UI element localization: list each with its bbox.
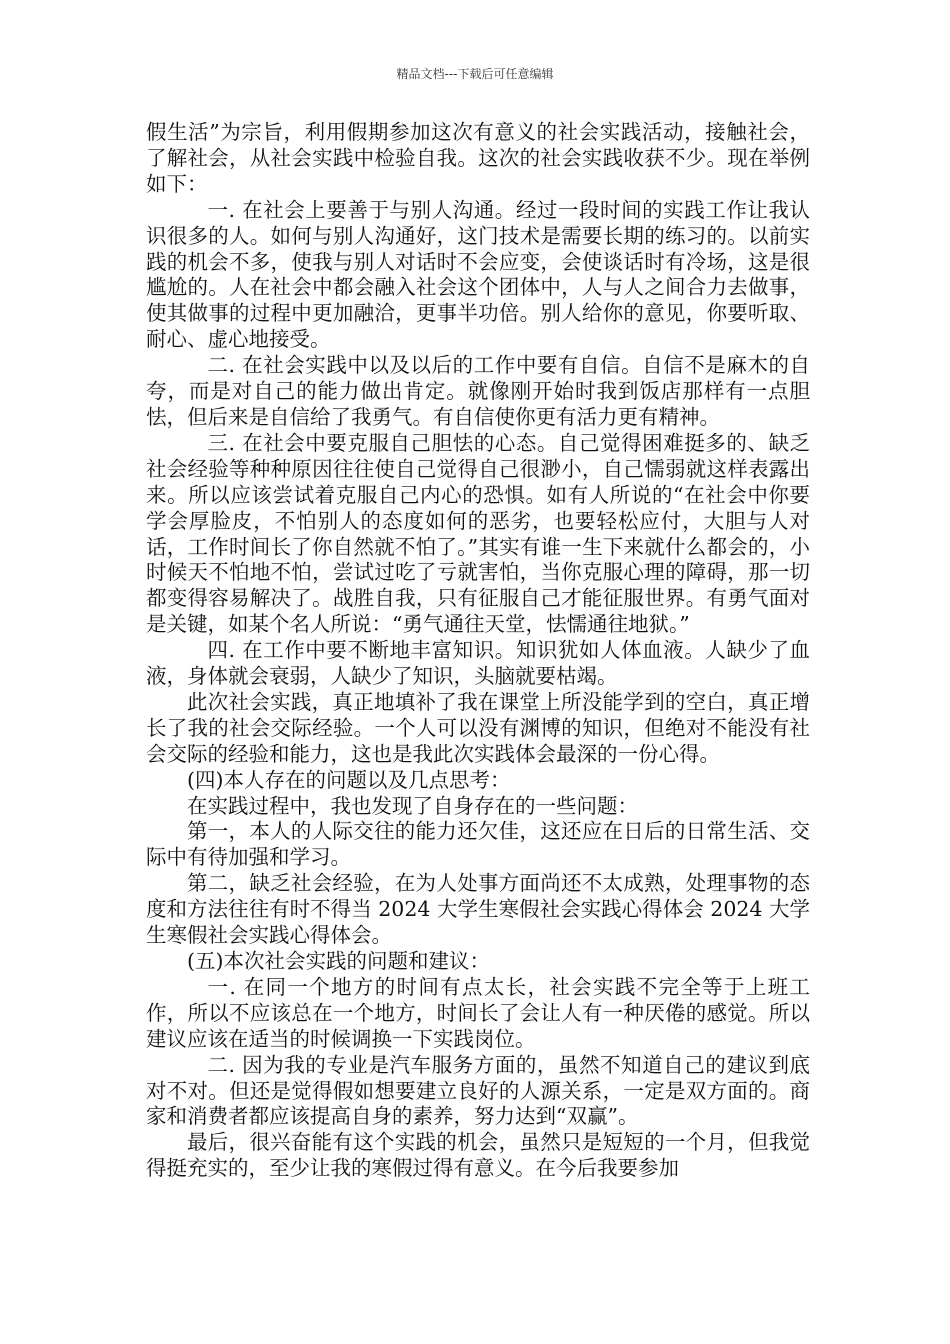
paragraph-suggestion-1: 一. 在同一个地方的时间有点太长，社会实践不完全等于上班工作，所以不应该总在一个地方，时间长了会让人有一种厌倦的感觉。所以建议应该在适当的时候调换一下实践岗位。 <box>146 974 810 1051</box>
document-body <box>146 120 810 1182</box>
paragraph-problem-2: 第二，缺乏社会经验，在为人处事方面尚还不太成熟，处理事物的态度和方法往往有时不得当 2024 大学生寒假社会实践心得体会 2024 大学生寒假社会实践心得体会。 <box>146 871 810 948</box>
paragraph-point-1: 一. 在社会上要善于与别人沟通。经过一段时间的实践工作让我认识很多的人。如何与别人沟通好，这门技术是需要长期的练习的。以前实践的机会不多，使我与别人对话时不会应变，会使谈话时有冷场，这是很尴尬的。人在社会中都会融入社会这个团体中，人与人之间合力去做事，使其做事的过程中更加融洽，更事半功倍。别人给你的意见，你要听取、耐心、虚心地接受。 <box>146 197 810 352</box>
paragraph-conclusion: 最后，很兴奋能有这个实践的机会，虽然只是短短的一个月，但我觉得挺充实的，至少让我的寒假过得有意义。在今后我要参加 <box>146 1130 810 1181</box>
paragraph-point-3: 三. 在社会中要克服自己胆怯的心态。自己觉得困难挺多的、缺乏社会经验等种种原因往往使自己觉得自己很渺小，自己懦弱就这样表露出来。所以应该尝试着克服自己内心的恐惧。如有人所说的“在社会中你要学会厚脸皮，不怕别人的态度如何的恶劣，也要轻松应付，大胆与人对话，工作时间长了你自然就不怕了。”其实有谁一生下来就什么都会的，小时候天不怕地不怕，尝试过吃了亏就害怕，当你克服心理的障碍，那一切都变得容易解决了。战胜自我，只有征服自己才能征服世界。有勇气面对是关键，如某个名人所说：“勇气通往天堂，怯懦通往地狱。” <box>146 430 810 637</box>
section-heading-problems: (四)本人存在的问题以及几点思考： <box>187 767 511 792</box>
section-heading-suggestions: (五)本次社会实践的问题和建议： <box>187 949 490 973</box>
paragraph-problems-intro: 在实践过程中，我也发现了自身存在的一些问题： <box>187 793 638 818</box>
paragraph-point-2: 二. 在社会实践中以及以后的工作中要有自信。自信不是麻木的自夸，而是对自己的能力做出肯定。就像刚开始时我到饭店那样有一点胆怯，但后来是自信给了我勇气。有自信使你更有活力更有精神。 <box>146 353 810 429</box>
paragraph-point-4: 四. 在工作中要不断地丰富知识。知识犹如人体血液。人缺少了血液，身体就会衰弱，人缺少了知识，头脑就要枯竭。 <box>146 638 810 689</box>
paragraph-summary: 此次社会实践，真正地填补了我在课堂上所没能学到的空白，真正增长了我的社会交际经验。一个人可以没有渊博的知识，但绝对不能没有社会交际的经验和能力，这也是我此次实践体会最深的一份心得。 <box>146 689 810 766</box>
paragraph-problem-1: 第一，本人的人际交往的能力还欠佳，这还应在日后的日常生活、交际中有待加强和学习。 <box>146 819 810 870</box>
paragraph-intro: 假生活”为宗旨，利用假期参加这次有意义的社会实践活动，接触社会，了解社会，从社会实践中检验自我。这次的社会实践收获不少。现在举例如下： <box>146 120 810 196</box>
paragraph-suggestion-2: 二. 因为我的专业是汽车服务方面的，虽然不知道自己的建议到底对不对。但还是觉得假如想要建立良好的人源关系，一定是双方面的。商家和消费者都应该提高自身的素养，努力达到“双赢”。 <box>146 1052 810 1129</box>
page-header: 精品文档---下载后可任意编辑 <box>396 67 554 81</box>
